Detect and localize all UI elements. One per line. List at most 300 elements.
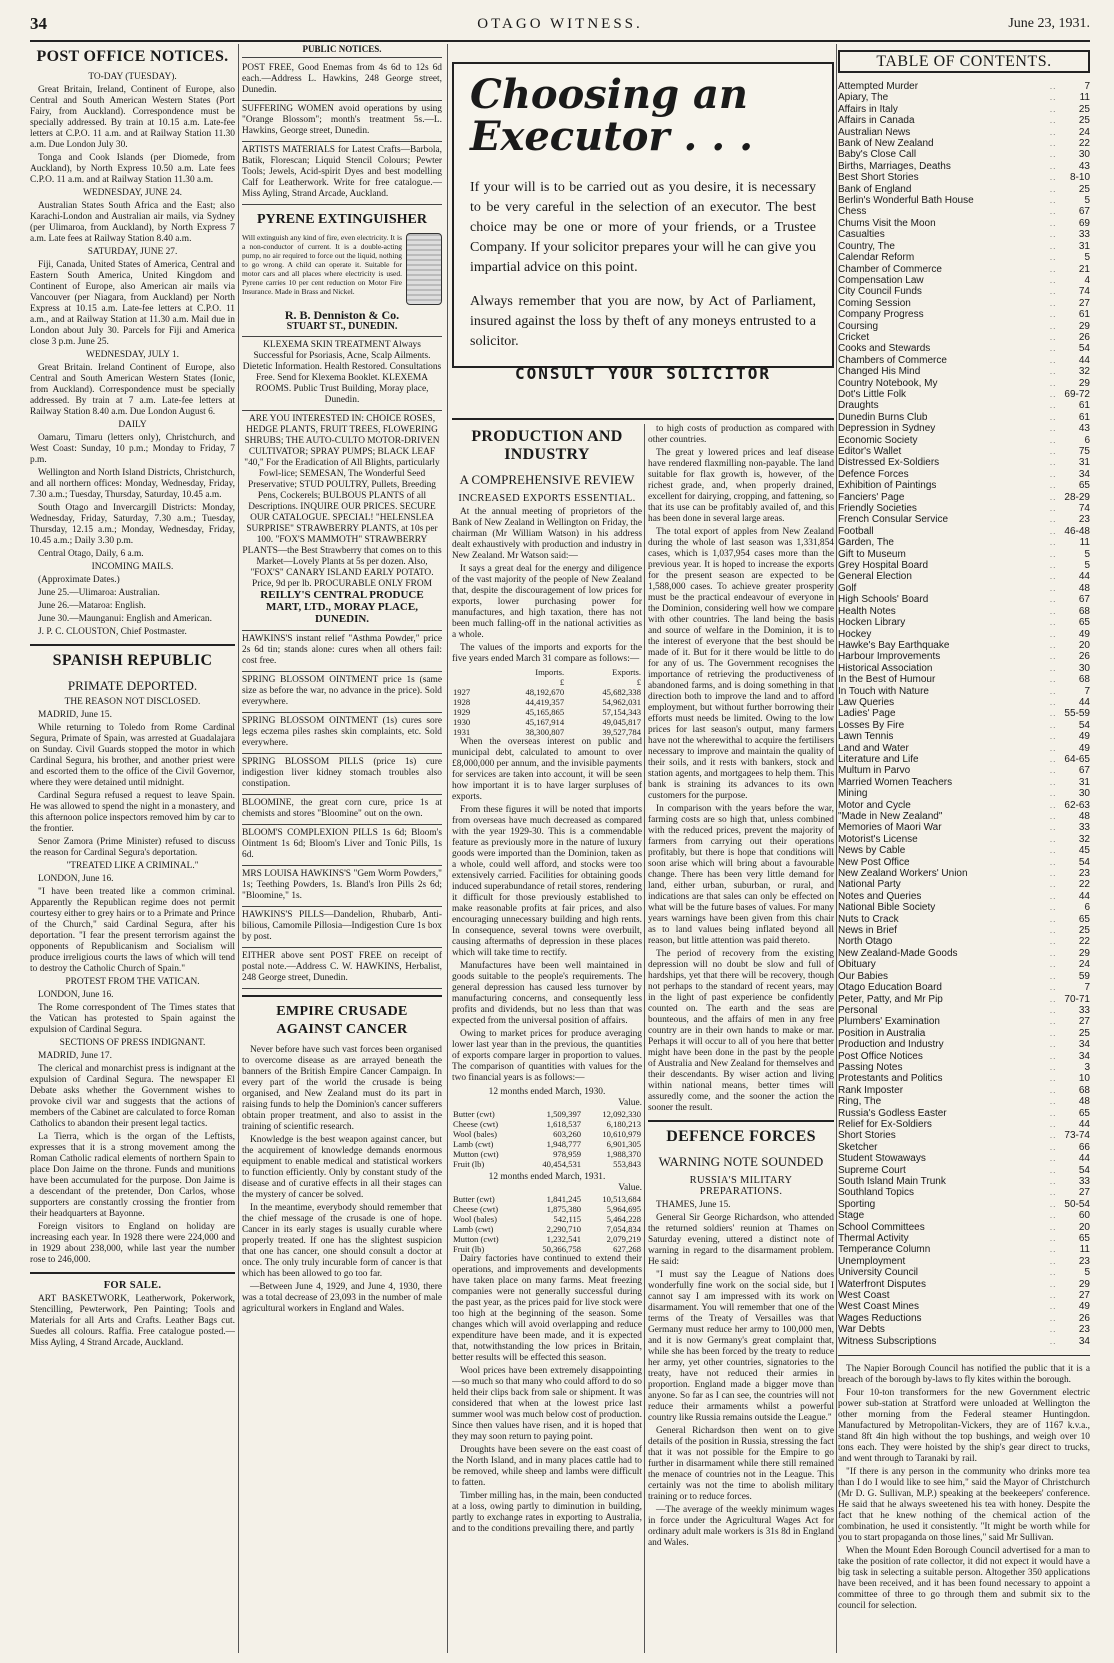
table-cell: 38,300,807: [525, 727, 565, 737]
toc-entry: [838, 537, 1090, 548]
toc-entry-title: Changed His Mind: [838, 366, 921, 378]
toc-entry-title: "Made in New Zealand": [838, 811, 943, 822]
toc-leader: ..: [1049, 971, 1057, 981]
toc-entry: [838, 765, 1090, 776]
toc-entry-page: 33: [1078, 1004, 1090, 1016]
table-cell: 1,875,380: [546, 1204, 582, 1214]
table-cell: 1927: [453, 687, 471, 697]
reilly-ad: [242, 411, 442, 631]
table-cell: [452, 677, 488, 687]
toc-entry: [838, 412, 1090, 423]
table-cell: Butter (cwt): [453, 1109, 495, 1119]
toc-entry-title: Obituary: [838, 959, 876, 971]
toc-leader: ..: [1049, 606, 1057, 616]
toc-entry-page: 6: [1084, 434, 1090, 446]
toc-leader: ..: [1049, 1119, 1057, 1129]
toc-entry: [838, 195, 1090, 206]
toc-entry: [838, 800, 1090, 811]
toc-entry: [838, 674, 1090, 685]
table-row: [452, 687, 642, 697]
toc-entry: [838, 811, 1090, 822]
toc-entry-title: Dunedin Burns Club: [838, 411, 928, 423]
toc-entry-title: Southland Topics: [838, 1187, 914, 1199]
toc-entry: [838, 514, 1090, 525]
toc-entry-page: 3: [1084, 1061, 1090, 1073]
toc-entry: [838, 845, 1090, 856]
paragraph: Oamaru, Timaru (letters only), Christchurch, and West Coast: Sunday, 10 p.m.; Monday to Friday, 7 p.m.: [30, 433, 235, 465]
toc-entry-page: 29: [1078, 947, 1090, 959]
column-rule: [238, 44, 239, 1653]
toc-entry-page: 11: [1079, 537, 1090, 549]
toc-entry-title: Motor and Cycle: [838, 799, 911, 811]
toc-entry: [838, 378, 1090, 389]
table-row: [452, 1244, 642, 1254]
toc-leader: ..: [1049, 629, 1057, 639]
toc-entry-title: Law Queries: [838, 696, 895, 708]
toc-entry: [838, 925, 1090, 936]
toc-leader: ..: [1049, 253, 1057, 263]
toc-entry-title: Friendly Societies: [838, 503, 917, 515]
paragraph: Never before have such vast forces been organised to overcome disease as are arrayed beneath the banners of the British Empire Cancer Campaign. In every part of the world the crusade is being organised, and New Zealand must do its part in raising funds to help the Dominion's cancer sufferers obtain proper treatment, and also to assist in the training of scientific research.: [242, 1045, 442, 1132]
toc-entry-page: 48: [1078, 1096, 1090, 1108]
toc-entry-page: 10: [1078, 1073, 1090, 1085]
toc-leader: ..: [1049, 389, 1057, 399]
toc-entry-page: 29: [1078, 320, 1090, 332]
toc-entry-title: Literature and Life: [838, 753, 919, 765]
toc-entry-page: 44: [1078, 696, 1090, 708]
toc-entry-title: Calendar Reform: [838, 252, 915, 264]
toc-entry-page: 28-29: [1064, 491, 1090, 503]
paragraph: Droughts have been severe on the east coast of the North Island, and in many places cattle had to be removed, while sheep and lambs were difficult to fatten.: [452, 1445, 642, 1488]
toc-entry-title: Short Stories: [838, 1130, 896, 1142]
toc-leader: ..: [1049, 515, 1057, 525]
toc-entry-page: 23: [1078, 1255, 1090, 1267]
small-ad: SPRING BLOSSOM OINTMENT price 1s (same size as before the war, no advance in the price). Sold everywhere.: [242, 672, 442, 713]
toc-entry-title: Mining: [838, 788, 868, 800]
toc-leader: ..: [1049, 583, 1057, 593]
toc-entry: [838, 1005, 1090, 1016]
small-ad: EITHER above sent POST FREE on receipt of postal note.—Address C. W. HAWKINS, Herbalist, 248 George street, Dunedin.: [242, 948, 442, 989]
toc-entry: [838, 1039, 1090, 1050]
toc-entry-title: West Coast: [838, 1290, 890, 1302]
toc-entry-title: South Island Main Trunk: [838, 1176, 946, 1187]
toc-entry-title: Memories of Maori War: [838, 822, 942, 834]
toc-entry: [838, 1051, 1090, 1062]
toc-entry-page: 34: [1078, 1050, 1090, 1062]
toc-entry-page: 59: [1078, 970, 1090, 982]
table-cell: 12,092,330: [602, 1109, 641, 1119]
paragraph: LONDON, June 16.: [38, 874, 114, 884]
art-basketwork-ad: ART BASKETWORK, Leatherwork, Pokerwork, Stencilling, Pewterwork, Pen Painting; Tools and Materials for all Arts and Crafts. Leather Bags cut. Suedes all colours. Raffia. Free catalogue posted.—Miss Ayling, 4 Strand Arcade, Auckland.: [30, 1294, 235, 1348]
toc-entry-page: 44: [1078, 1118, 1090, 1130]
toc-leader: ..: [1049, 1313, 1057, 1323]
toc-entry: [838, 206, 1090, 217]
paragraph: "I must say the League of Nations does wonderfully fine work on the social side, but I cannot say I am impressed with its work on disarmament. You will remember that one of the terms of the Treaty of Versailles was that Germany must reduce her army to 100,000 men, and it is now Germany's great complaint that, while she has been forced by the treaty to reduce her army, yet other countries, signatories to the treaty, have not reduced their armies in proportion. England made a bigger move than anyone. So far as I can see, the countries will not reduce their armaments whilst a powerful country like Russia remains outside the League.": [648, 1270, 834, 1423]
table-cell: 1,509,397: [546, 1109, 582, 1119]
toc-entry-title: Country, The: [838, 240, 895, 252]
toc-entry-page: 69: [1078, 217, 1090, 229]
toc-entry: [838, 583, 1090, 594]
table-row: [452, 1139, 642, 1149]
toc-entry-page: 34: [1078, 468, 1090, 480]
paragraph: In comparison with the years before the war, farming costs are so high that, unless combined with the reduced prices, prevent the majority of farmers from carrying out their operations profitably, but there is hope that conditions will soon arise which will bring about a favourable change. There has been very little demand for land, either urban, suburban, or rural, and indications are that sales can only be effected on what will be the future bases of values. For many years warnings have been given from this chair as to land values being inflated beyond all reason, but little attention was paid thereto.: [648, 804, 834, 946]
toc-entry-page: 74: [1078, 503, 1090, 515]
toc-entry-title: Company Progress: [838, 309, 924, 321]
toc-entry-page: 68: [1078, 674, 1090, 686]
toc-entry-title: Ladies' Page: [838, 708, 896, 720]
production-continued-body: [648, 424, 834, 1114]
toc-leader: ..: [1049, 230, 1057, 240]
toc-leader: ..: [1049, 127, 1057, 137]
toc-leader: ..: [1049, 869, 1057, 879]
column-rule: [447, 44, 448, 1653]
toc-leader: ..: [1049, 1085, 1057, 1095]
toc-entry-title: Multum in Parvo: [838, 765, 911, 777]
toc-leader: ..: [1049, 960, 1057, 970]
executor-advert: [452, 62, 834, 383]
toc-entry-title: West Coast Mines: [838, 1301, 919, 1313]
table-cell: 542,115: [553, 1214, 582, 1224]
production-subtitle-2: INCREASED EXPORTS ESSENTIAL.: [458, 493, 636, 504]
table-cell: Wool (bales): [453, 1129, 497, 1139]
toc-leader: ..: [1049, 526, 1057, 536]
paragraph: General Richardson then went on to give details of the position in Russia, stressing the fact that it was not possible for the Empire to go further in disarmament while there still remained the menace of countries not in the League. This certainly was not the time to abolish military training or to reduce forces.: [648, 1426, 834, 1502]
toc-leader: ..: [1049, 857, 1057, 867]
table-row: [452, 697, 642, 707]
table-cell: Fruit (lb): [453, 1244, 485, 1254]
column-contents: [838, 44, 1090, 1656]
toc-entry-title: Chambers of Commerce: [838, 354, 947, 366]
table-cell: 10,513,684: [602, 1194, 641, 1204]
toc-leader: ..: [1049, 1005, 1057, 1015]
toc-entry: [838, 1016, 1090, 1027]
toc-entry-title: Health Notes: [838, 605, 896, 617]
table-row: [452, 1119, 642, 1129]
column-production: [452, 424, 642, 1656]
paragraph: Australian States South Africa and the East; also Karachi-London and Australian air mails, via Sydney (per Ulimaroa, from Auckland), by North Express 7 a.m. Late fees at Railway Station 8.40 a.m.: [30, 201, 235, 244]
toc-entry-title: School Committees: [838, 1221, 925, 1233]
toc-leader: ..: [1049, 504, 1057, 514]
table-cell: 5,464,228: [606, 1214, 641, 1224]
toc-title: TABLE OF CONTENTS.: [838, 50, 1090, 73]
toc-entry-page: 33: [1078, 1176, 1090, 1187]
toc-entry-title: Affairs in Italy: [838, 103, 898, 115]
toc-entry-page: 27: [1078, 1187, 1090, 1199]
toc-leader: ..: [1049, 241, 1057, 251]
toc-entry: [838, 1187, 1090, 1198]
toc-entry-title: Sporting: [838, 1198, 876, 1210]
page-header: [30, 14, 1090, 42]
section-rule: [452, 418, 834, 420]
toc-entry: [838, 571, 1090, 582]
toc-entry-title: Witness Subscriptions: [838, 1335, 937, 1347]
trade-table: [452, 667, 642, 737]
toc-entry-page: 34: [1078, 1335, 1090, 1347]
toc-entry-page: 7: [1084, 81, 1090, 92]
toc-entry-page: 73-74: [1064, 1130, 1090, 1142]
toc-entry-page: 69-72: [1064, 388, 1090, 400]
toc-entry-page: 61: [1078, 309, 1090, 321]
toc-entry-page: 65: [1078, 1233, 1090, 1245]
table-cell: 45,165,865: [525, 707, 565, 717]
cancer-title: EMPIRE CRUSADE AGAINST CANCER: [276, 1004, 408, 1037]
toc-entry-title: Temperance Column: [838, 1244, 931, 1256]
column-production-continued: [648, 424, 834, 1656]
table-cell: 5,964,695: [606, 1204, 641, 1214]
toc-entry-title: Best Short Stories: [838, 172, 919, 184]
toc-entry-title: Bank of England: [838, 183, 912, 195]
toc-entry: [838, 549, 1090, 560]
toc-entry-page: 26: [1078, 1312, 1090, 1324]
toc-entry: [838, 172, 1090, 183]
toc-entry: [838, 1256, 1090, 1267]
toc-leader: ..: [1049, 458, 1057, 468]
toc-leader: ..: [1049, 173, 1057, 183]
toc-entry-page: 50-54: [1064, 1198, 1090, 1210]
classified-ad: POST FREE, Good Enemas from 4s 6d to 12s 6d each.—Address L. Hawkins, 248 George street, Dunedin.: [242, 60, 442, 101]
table-row: [452, 1129, 642, 1139]
toc-leader: ..: [1049, 800, 1057, 810]
paragraph: INCOMING MAILS.: [91, 562, 174, 572]
toc-entry: [838, 857, 1090, 868]
toc-leader: ..: [1049, 401, 1057, 411]
toc-entry: [838, 822, 1090, 833]
toc-entry-page: 49: [1078, 742, 1090, 754]
toc-entry-page: 8-10: [1069, 172, 1090, 184]
toc-entry-page: 44: [1078, 571, 1090, 583]
toc-entry-page: 29: [1078, 377, 1090, 389]
toc-entry-title: News by Cable: [838, 845, 906, 857]
toc-entry-title: Motorist's License: [838, 833, 918, 845]
toc-entry: [838, 663, 1090, 674]
paragraph: Owing to market prices for produce averaging lower last year than in the previous, the quantities of exports compare larger in proportion to values. The comparison of quantities with values for the two financial years is as follows:—: [452, 1029, 642, 1083]
toc-entry-page: 21: [1078, 263, 1090, 275]
paragraph: THAMES, June 15.: [656, 1200, 731, 1210]
public-notices-ads: [242, 60, 442, 205]
toc-entry: [838, 994, 1090, 1005]
production-body-2: [452, 1254, 642, 1535]
toc-entry-title: Harbour Improvements: [838, 651, 941, 663]
toc-entry: [838, 868, 1090, 879]
toc-leader: ..: [1049, 298, 1057, 308]
table-cell: 1,841,245: [546, 1194, 582, 1204]
toc-entry-page: 32: [1078, 833, 1090, 845]
toc-leader: ..: [1049, 264, 1057, 274]
toc-entry-page: 29: [1078, 1278, 1090, 1290]
toc-leader: ..: [1049, 1108, 1057, 1118]
toc-entry: [838, 948, 1090, 959]
toc-entry: [838, 115, 1090, 126]
toc-leader: ..: [1049, 1336, 1057, 1346]
toc-leader: ..: [1049, 412, 1057, 422]
paragraph: Cardinal Segura refused a request to leave Spain. He was allowed to spend the night in a monastery, and this afternoon police inspectors removed him by car to the frontier.: [30, 791, 235, 834]
toc-leader: ..: [1049, 82, 1057, 91]
toc-leader: ..: [1049, 196, 1057, 206]
table-cell: 40,454,531: [542, 1159, 582, 1169]
toc-entry-page: 65: [1078, 1107, 1090, 1119]
paragraph: General Sir George Richardson, who attended the returned soldiers' reunion at Thames on Saturday evening, uttered a distinct note of warning in regard to the disarmament problem. He said:: [648, 1213, 834, 1267]
toc-entry-page: 25: [1078, 103, 1090, 115]
toc-entry: [838, 218, 1090, 229]
table-cell: 7,054,834: [606, 1224, 641, 1234]
toc-leader: ..: [1049, 367, 1057, 377]
toc-entry-page: 33: [1078, 822, 1090, 834]
toc-entry: [838, 788, 1090, 799]
paragraph: Timber milling has, in the main, been conducted at a loss, owing partly to diminution in building, partly to exchange rates in exporting to Australia, and to the conditions prevailing there, and partly: [452, 1491, 642, 1534]
toc-entry: [838, 252, 1090, 263]
masthead: OTAGO WITNESS.: [477, 16, 643, 32]
toc-leader: ..: [1049, 926, 1057, 936]
table-cell: Lamb (cwt): [453, 1224, 494, 1234]
small-ad: HAWKINS'S instant relief "Asthma Powder," price 2s 6d tin; stands alone: cures when all others fail: cost free.: [242, 631, 442, 672]
toc-leader: ..: [1049, 937, 1057, 947]
table-cell: Lamb (cwt): [453, 1139, 494, 1149]
post-office-body: [30, 72, 235, 638]
toc-entry-title: Land and Water: [838, 742, 909, 754]
toc-entry-title: Golf: [838, 582, 857, 594]
toc-leader: ..: [1049, 1268, 1057, 1278]
toc-entry-page: 31: [1078, 457, 1090, 469]
post-office-title: POST OFFICE NOTICES.: [36, 48, 229, 65]
toc-entry-page: 48: [1078, 811, 1090, 822]
table-cell: Cheese (cwt): [453, 1204, 499, 1214]
table-cell: Cheese (cwt): [453, 1119, 499, 1129]
toc-entry-page: 27: [1078, 1290, 1090, 1302]
pyrene-body: Will extinguish any kind of fire, even electricity. It is a non-conductor of current. It is a double-acting pump, no air required to force out the liquid, nothing to go wrong. A child can operate it. Suitable for motor cars and all places where electricity is used. Pyrene carries 10 per cent reduction on Motor Fire Insurance. Made in Brass and Nickel.: [242, 233, 402, 296]
toc-entry: [838, 629, 1090, 640]
toc-entry: [838, 138, 1090, 149]
table-cell: 1,948,777: [546, 1139, 582, 1149]
table-cell: 2,079,219: [606, 1234, 641, 1244]
toc-entry-page: 65: [1078, 480, 1090, 492]
toc-leader: ..: [1049, 1188, 1057, 1198]
toc-entry: [838, 1233, 1090, 1244]
toc-entry-title: Our Babies: [838, 970, 889, 982]
small-ad: MRS LOUISA HAWKINS'S "Gem Worm Powders," 1s; Teething Powders, 1s. Bland's Iron Pills 2s 6d; "Bloomine," 1s.: [242, 866, 442, 907]
paragraph: When the overseas interest on public and municipal debt, calculated to amount to over £8,000,000 per annum, and the invisible payments for services are taken into account, it will be seen how important it is to have larger surpluses of exports.: [452, 737, 642, 802]
quantities-table-1930: [452, 1109, 642, 1169]
table-row: [452, 1109, 642, 1119]
toc-entry-page: 25: [1078, 1027, 1090, 1039]
paragraph: Fiji, Canada, United States of America, Central and Eastern South America, United Kingdom and Continent of Europe, also American air mails via Vancouver (per Niagara, from Auckland) per North Express at 10.15 a.m. Late-fee letters at C.P.O. 11 a.m., and at Railway Station at 11.30 a.m. Mail due in London about July 30. Parcels for Fiji and America close 3 p.m. June 25.: [30, 260, 235, 347]
toc-leader: ..: [1049, 447, 1057, 456]
table-row: [452, 1194, 642, 1204]
classified-ad: ARTISTS MATERIALS for Latest Crafts—Barbola, Batik, Florescan; Liquid Stencil Colours; Pewter Tools; Jewels, Acid-spirit Dyes and best modelling Calf for Leatherwork. Write for free catalogue.—Miss Ayling, Strand Arcade, Auckland.: [242, 142, 442, 205]
toc-entry: [838, 902, 1090, 913]
toc-entry-page: 24: [1078, 959, 1090, 971]
table2-heading: 12 months ended March, 1931.: [488, 1172, 606, 1182]
toc-entry-title: Ring, The: [838, 1096, 882, 1108]
toc-leader: ..: [1049, 891, 1057, 901]
pyrene-company: R. B. Denniston & Co.: [284, 308, 400, 322]
toc-entry-title: Cooks and Stewards: [838, 343, 931, 355]
paragraph: Wellington and North Island Districts, Christchurch, and all northern offices: Monday, Wednesday, Friday, 7.30 a.m.; Tuesday, Thursday, Saturday, 10.45 a.m.: [30, 468, 235, 500]
table2-value-heading: Value.: [618, 1183, 642, 1193]
toc-entry-title: Garden, The: [838, 537, 894, 549]
toc-entry: [838, 651, 1090, 662]
toc-entry-page: 49: [1078, 628, 1090, 640]
paragraph: Great Britain, Ireland, Continent of Europe, also Central and South American Western States (Port Fairy, from Auckland). Correspondence must be specially addressed. By train at 10.15 a.m. Late-fee letters at C.P.O. 11 a.m. and at Railway Station 11.30 a.m. Due London July 30.: [30, 85, 235, 150]
cancer-body: [242, 1045, 442, 1315]
column-public-notices: [242, 44, 442, 1656]
toc-leader: ..: [1049, 1245, 1057, 1255]
toc-entry: [838, 754, 1090, 765]
paragraph: PROTEST FROM THE VATICAN.: [65, 977, 200, 987]
table-cell: 627,268: [613, 1244, 641, 1254]
small-ad: BLOOMINE, the great corn cure, price 1s at chemists and stores "Bloomine" out on the own.: [242, 795, 442, 825]
toc-entry-title: Dot's Little Folk: [838, 388, 907, 400]
column-post-office: [30, 44, 235, 1656]
table-row: [452, 717, 642, 727]
advert-title-line1: Choosing an: [470, 71, 748, 118]
paragraph: The values of the imports and exports for the five years ended March 31 compare as follows:—: [452, 643, 642, 664]
toc-entry: [838, 617, 1090, 628]
toc-entry-title: Unemployment: [838, 1255, 906, 1267]
toc-leader: ..: [1049, 948, 1057, 958]
toc-entry-title: Historical Association: [838, 662, 933, 674]
toc-entry-title: Casualties: [838, 229, 885, 241]
toc-entry-page: 54: [1078, 719, 1090, 731]
paragraph: In the meantime, everybody should remember that the chief message of the crusade is one of hope. Cancer in its early stages is usually curable where properly treated. If one has the slightest suspicion that one has cancer, one should consult a doctor at once. The only truly incurable form of cancer is that which has been allowed to go too far.: [242, 1203, 442, 1279]
toc-entry: [838, 321, 1090, 332]
toc-entry-title: Coursing: [838, 320, 879, 332]
toc-entry: [838, 92, 1090, 103]
toc-entry-title: Otago Education Board: [838, 982, 942, 994]
spain-title: SPANISH REPUBLIC: [52, 652, 213, 669]
paragraph: Foreign visitors to England on holiday are increasing each year. In 1928 there were 224,000 and in 1929 about 238,000, while last year the number rose to 246,000.: [30, 1222, 235, 1265]
extinguisher-illustration: [406, 233, 442, 305]
pyrene-address: STUART ST., DUNEDIN.: [286, 321, 398, 332]
toc-entry-title: Australian News: [838, 126, 911, 138]
toc-entry-title: Exhibition of Paintings: [838, 480, 937, 492]
toc-entry: [838, 184, 1090, 195]
reilly-company: REILLY'S CENTRAL PRODUCE MART, LTD., MORAY PLACE, DUNEDIN.: [260, 589, 424, 625]
toc-entry-title: In Touch with Nature: [838, 685, 929, 697]
paragraph: MADRID, June 15.: [38, 710, 112, 720]
toc-entry-page: 61: [1078, 411, 1090, 423]
toc-entry-title: Compensation Law: [838, 274, 924, 286]
table-cell: £: [559, 677, 565, 687]
toc-entry-page: 33: [1078, 229, 1090, 241]
toc-entry-title: Football: [838, 525, 874, 537]
toc-leader: ..: [1049, 1302, 1057, 1312]
toc-entry: [838, 81, 1090, 92]
toc-entry-title: New Zealand-Made Goods: [838, 947, 958, 959]
toc-entry: [838, 1313, 1090, 1324]
toc-entry-title: Distressed Ex-Soldiers: [838, 457, 940, 469]
toc-leader: ..: [1049, 1199, 1057, 1209]
toc-entry-page: 5: [1084, 548, 1090, 560]
toc-leader: ..: [1049, 1074, 1057, 1084]
paragraph: It says a great deal for the energy and diligence of the vast majority of the people of New Zealand that, despite the discouragement of low prices for exports, lower purchasing power for manufactures, and high taxation, there has not been much falling-off in the national activities as a whole.: [452, 564, 642, 640]
toc-entry: [838, 879, 1090, 890]
toc-entry-page: 5: [1084, 1267, 1090, 1279]
toc-entry: [838, 1108, 1090, 1119]
toc-leader: ..: [1049, 1222, 1057, 1232]
toc-entry-title: Nuts to Crack: [838, 913, 899, 925]
toc-entry: [838, 1062, 1090, 1073]
toc-entry: [838, 834, 1090, 845]
toc-leader: ..: [1049, 1256, 1057, 1266]
toc-leader: ..: [1049, 435, 1057, 445]
table-cell: 45,167,914: [525, 717, 565, 727]
toc-entry: [838, 936, 1090, 947]
paragraph: Central Otago, Daily, 6 a.m.: [38, 549, 144, 559]
table1-value-heading: Value.: [618, 1098, 642, 1108]
toc-entry: [838, 355, 1090, 366]
toc-leader: ..: [1049, 709, 1057, 719]
toc-leader: ..: [1049, 344, 1057, 354]
